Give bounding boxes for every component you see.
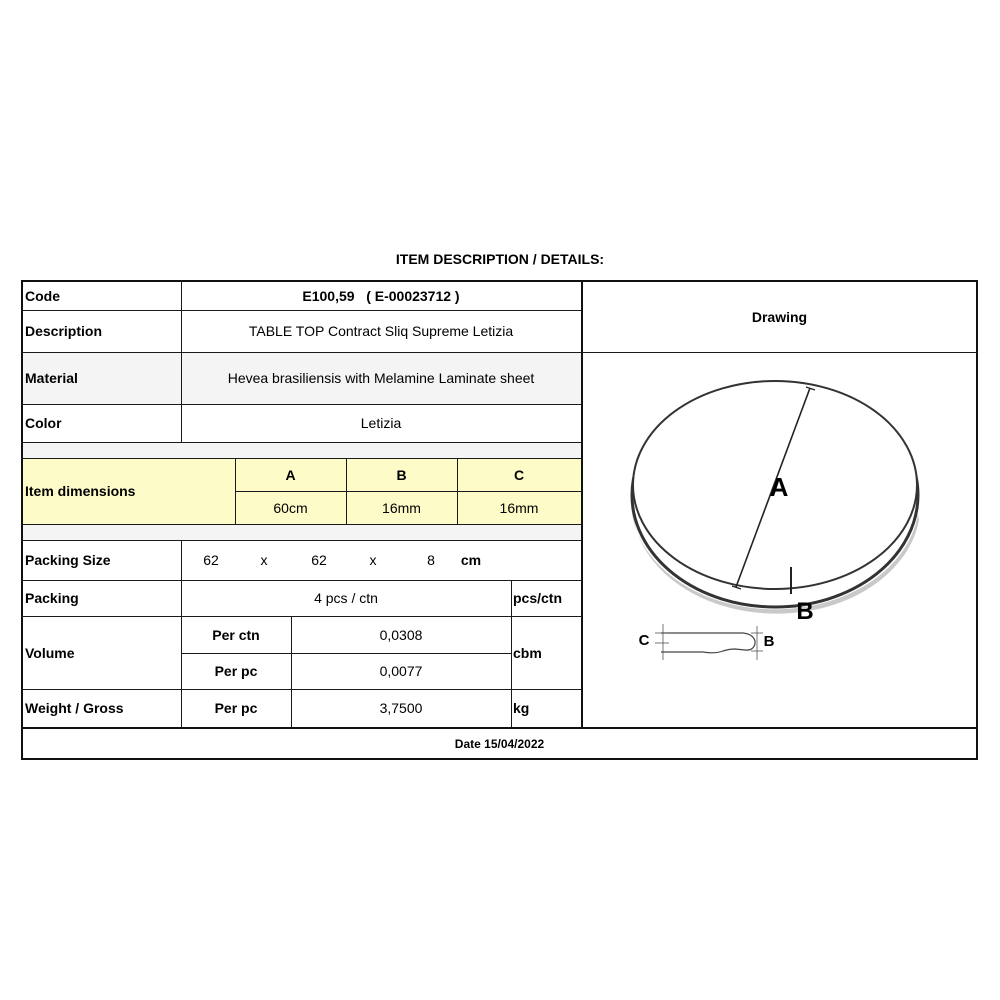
packing-size-height: 8 xyxy=(427,552,435,568)
color-value: Letizia xyxy=(360,415,402,431)
packing-label: Packing xyxy=(25,590,79,606)
packing-size-times-1: x xyxy=(260,552,268,568)
volume-per-ctn-value: 0,0308 xyxy=(379,626,423,643)
dim-header-a: A xyxy=(285,466,296,483)
page-title: ITEM DESCRIPTION / DETAILS: xyxy=(395,251,605,267)
weight-unit: kg xyxy=(513,700,530,716)
packing-size-length: 62 xyxy=(311,552,327,568)
packing-size-label: Packing Size xyxy=(25,552,111,568)
date-footer: Date 15/04/2022 xyxy=(454,736,545,751)
dim-header-b: B xyxy=(396,466,407,483)
volume-per-pc-value: 0,0077 xyxy=(379,663,423,679)
packing-value: 4 pcs / ctn xyxy=(314,590,378,606)
packing-size-unit: cm xyxy=(460,552,482,568)
color-label: Color xyxy=(25,415,62,431)
material-value: Hevea brasiliensis with Melamine Laminate sheet xyxy=(227,370,535,386)
packing-unit: pcs/ctn xyxy=(513,590,563,606)
dimension-a-label: A xyxy=(769,472,789,502)
weight-per-pc-label: Per pc xyxy=(214,700,258,716)
dim-header-c: C xyxy=(513,466,525,483)
dimensions-label: Item dimensions xyxy=(25,483,136,499)
spacer-shade-2 xyxy=(21,524,581,540)
description-value: TABLE TOP Contract Sliq Supreme Letizia xyxy=(248,323,514,339)
volume-per-pc-label: Per pc xyxy=(214,663,258,679)
dim-value-b: 16mm xyxy=(382,499,421,516)
material-label: Material xyxy=(25,370,78,386)
volume-per-ctn-label: Per ctn xyxy=(212,626,260,643)
code-value: E100,59 ( E-00023712 ) xyxy=(302,288,460,304)
edge-profile xyxy=(655,624,763,660)
weight-value: 3,7500 xyxy=(379,700,423,716)
dimension-b-label: B xyxy=(796,598,814,625)
dim-value-c: 16mm xyxy=(499,499,539,516)
weight-label: Weight / Gross xyxy=(25,700,124,716)
volume-label: Volume xyxy=(25,644,75,661)
drawing-header: Drawing xyxy=(751,309,808,325)
description-label: Description xyxy=(25,323,103,339)
details-table xyxy=(21,280,978,760)
packing-size-times-2: x xyxy=(369,552,377,568)
spacer-shade xyxy=(21,442,581,458)
table-top-drawing xyxy=(583,354,976,726)
dim-value-a: 60cm xyxy=(273,499,308,516)
code-label: Code xyxy=(25,288,60,304)
profile-c-label: C xyxy=(638,632,650,649)
profile-b-label: B xyxy=(763,633,775,650)
packing-size-width: 62 xyxy=(203,552,219,568)
volume-unit: cbm xyxy=(513,644,542,661)
